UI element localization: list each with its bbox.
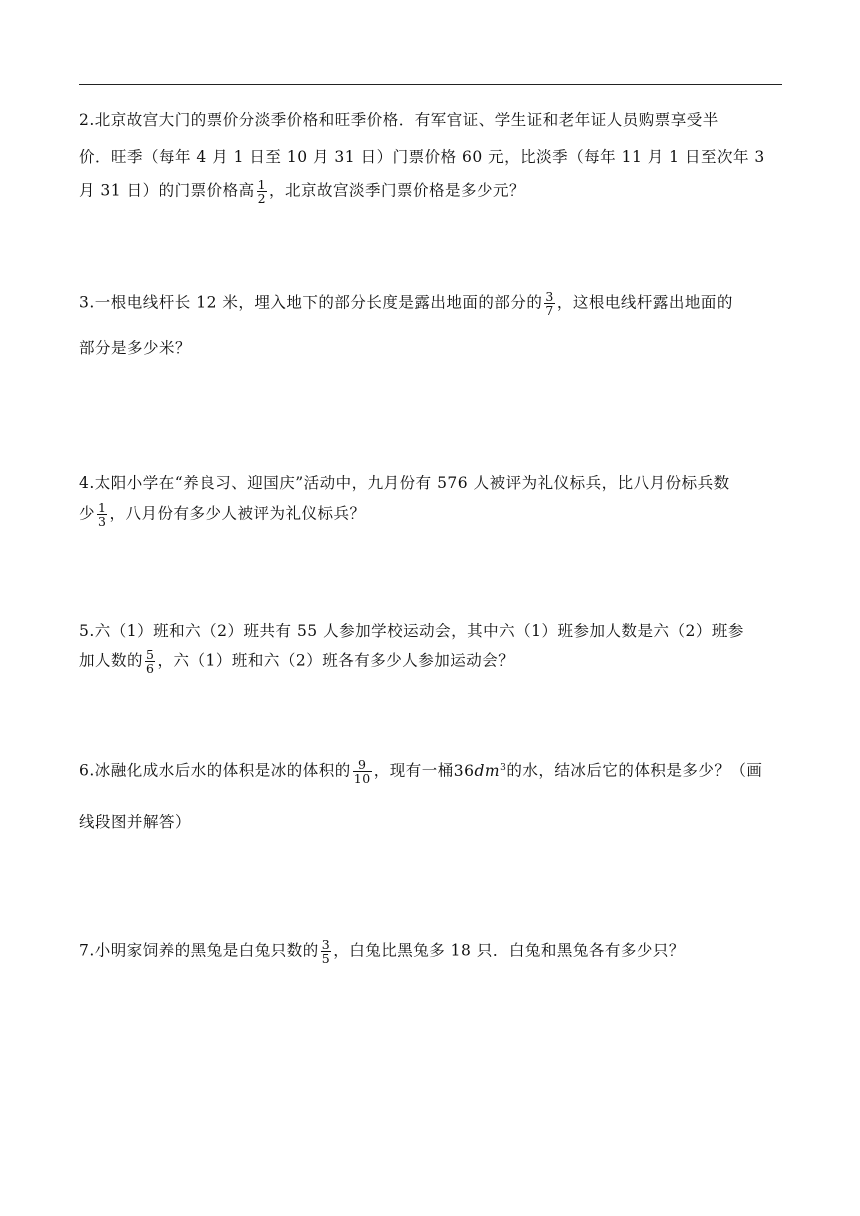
question-5-text: 加人数的 xyxy=(79,651,144,670)
question-4-text: 少 xyxy=(79,504,96,523)
fraction-three-sevenths: $\frac{3}{7}$ xyxy=(545,289,554,319)
fraction-one-third: $\frac{1}{3}$ xyxy=(98,500,107,530)
question-3-text: 3.一根电线杆长 12 米，埋入地下的部分长度是露出地面的部分的 xyxy=(79,293,543,312)
question-7-text: 7.小明家饲养的黑兔是白兔只数的 xyxy=(79,941,319,960)
question-3-line-2: 部分是多少米？ xyxy=(79,339,192,357)
question-2-line-2: 价．旺季（每年 4 月 1 日至 10 月 31 日）门票价格 60 元，比淡季（每年 11 月 1 日至次年 3 xyxy=(79,148,765,166)
question-6-line-2: 线段图并解答） xyxy=(79,813,192,831)
volume-expression: $36dm^3$ xyxy=(453,761,507,780)
question-6-text: 的水，结冰后它的体积是多少？（画 xyxy=(506,761,763,780)
question-6-line-1 xyxy=(79,758,762,785)
question-4-line-1: 4.太阳小学在“养良习、迎国庆”活动中，九月份有 576 人被评为礼仪标兵，比八月份标兵数 xyxy=(79,474,730,492)
question-6-text: ，现有一桶 xyxy=(373,761,454,780)
question-3-text: ，这根电线杆露出地面的 xyxy=(556,293,733,312)
question-6-text: 6.冰融化成水后水的体积是冰的体积的 xyxy=(79,761,351,780)
question-2-line-1: 2.北京故宫大门的票价分淡季价格和旺季价格．有军官证、学生证和老年证人员购票享受半 xyxy=(79,111,719,129)
fraction-three-fifths: $\frac{3}{5}$ xyxy=(321,937,331,967)
question-5-text: ，六（1）班和六（2）班各有多少人参加运动会？ xyxy=(157,651,515,670)
fraction-one-half: $\frac{1}{2}$ xyxy=(257,177,267,207)
question-5-line-2 xyxy=(79,648,514,675)
question-3-line-1 xyxy=(79,290,733,317)
question-2-text: 月 31 日）的门票价格高 xyxy=(79,181,255,200)
question-2-text: ，北京故宫淡季门票价格是多少元？ xyxy=(269,181,526,200)
fraction-nine-tenths: $\frac{9}{10}$ xyxy=(353,757,371,787)
fraction-five-sixths: $\frac{5}{6}$ xyxy=(146,647,155,677)
question-7-text: ，白兔比黑兔多 18 只．白兔和黑兔各有多少只？ xyxy=(333,941,685,960)
question-5-line-1: 5.六（1）班和六（2）班共有 55 人参加学校运动会，其中六（1）班参加人数是六（2）班参 xyxy=(79,622,744,640)
question-2-line-3 xyxy=(79,178,525,205)
question-7-line-1 xyxy=(79,938,685,965)
question-4-text: ，八月份有多少人被评为礼仪标兵？ xyxy=(109,504,366,523)
header-rule xyxy=(79,84,782,85)
question-4-line-2 xyxy=(79,501,365,528)
